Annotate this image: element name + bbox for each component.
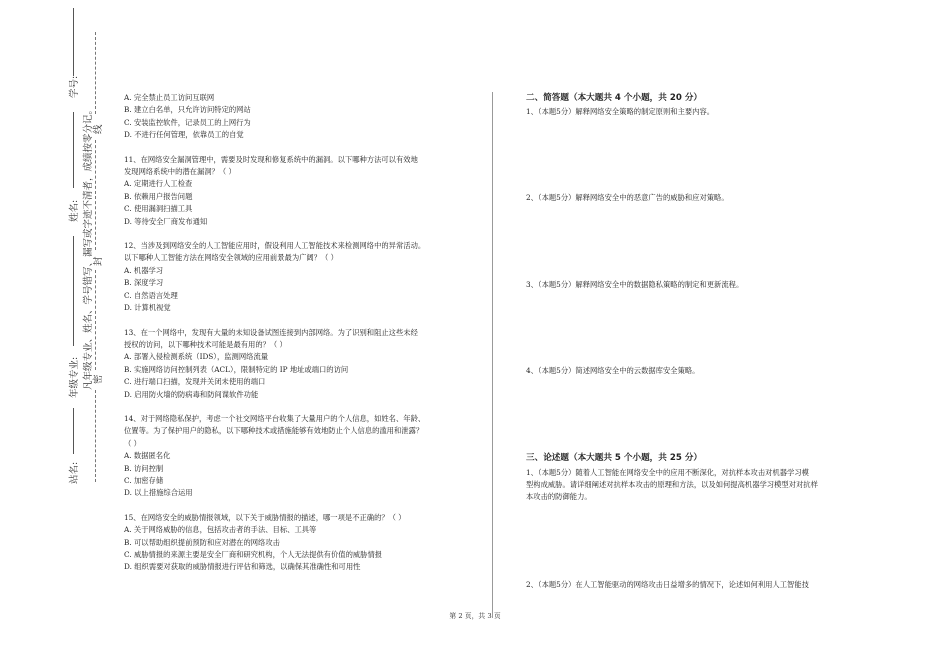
option-line: B. 访问控制 — [124, 463, 164, 473]
option-line: C. 加密存储 — [124, 475, 164, 485]
section-3-title: 三、论述题（本大题共 5 个小题，共 25 分） — [526, 453, 703, 463]
question-stem-line: 发现网络系统中的潜在漏洞？（ ） — [124, 167, 236, 177]
question-stem-line: 13、在一个网络中，发现有大量的未知设备试图连接到内部网络。为了识别和阻止这些未经 — [124, 327, 418, 337]
option-line: A. 定期进行人工检查 — [124, 179, 193, 189]
option-line: B. 深度学习 — [124, 278, 164, 288]
question-14 — [124, 413, 484, 500]
option-line: D. 启用防火墙的防病毒和防间谍软件功能 — [124, 389, 259, 399]
option-line: C. 自然语言处理 — [124, 290, 178, 300]
question-13 — [124, 327, 484, 401]
seal-line-middle — [95, 140, 96, 250]
school-underline — [73, 408, 74, 454]
option-line: D. 组织需要对获取的威胁情报进行评估和筛选，以确保其准确性和可用性 — [124, 562, 361, 572]
grade-major-label: 年级专业: — [69, 356, 80, 398]
question-stem-line: 以下哪种人工智能方法在网络安全领域的应用前景最为广阔？（ ） — [124, 253, 338, 263]
name-underline — [73, 112, 74, 188]
option-line: C. 使用漏洞扫描工具 — [124, 204, 193, 214]
question-11 — [124, 154, 484, 228]
question-stem-line: 位置等。为了保护用户的隐私，以下哪种技术或措施能够有效地防止个人信息的滥用和泄露？ — [124, 426, 424, 436]
option-line: D. 以上措施综合运用 — [124, 488, 193, 498]
student-id-underline — [73, 8, 74, 76]
essay-1-line: 型构成威胁。请详细阐述对抗样本攻击的原理和方法，以及如何提高机器学习模型对对抗样 — [526, 480, 818, 489]
question-stem-line: 11、在网络安全漏洞管理中，需要及时发现和修复系统中的漏洞。以下哪种方法可以有效地 — [124, 154, 418, 164]
option-line: A. 部署入侵检测系统（IDS），监测网络流量 — [124, 352, 269, 362]
option-line: D. 不进行任何管理，依靠员工的自觉 — [124, 130, 244, 140]
student-id-label: 学号: — [69, 75, 80, 98]
short-answer-1: 1、（本题5分）解释网络安全策略的制定原则和主要内容。 — [526, 107, 715, 116]
short-answer-3: 3、（本题5分）解释网络安全中的数据隐私策略的制定和更新流程。 — [526, 280, 744, 289]
short-answer-2: 2、（本题5分）解释网络安全中的恶意广告的威胁和应对策略。 — [526, 193, 729, 202]
option-line: A. 数据匿名化 — [124, 451, 171, 461]
right-column — [526, 92, 886, 612]
option-line: A. 完全禁止员工访问互联网 — [124, 93, 215, 102]
option-line: B. 可以帮助组织提前预防和应对潜在的网络攻击 — [124, 537, 280, 547]
question-stem-line: 授权的访问，以下哪种技术可能是最有用的？（ ） — [124, 339, 287, 349]
option-line: D. 计算机视觉 — [124, 303, 171, 313]
option-line: C. 安装监控软件，记录员工的上网行为 — [124, 117, 251, 127]
grade-major-underline — [73, 236, 74, 346]
question-15 — [124, 512, 484, 574]
option-line: A. 机器学习 — [124, 265, 164, 275]
seal-mi: 密 — [93, 374, 104, 384]
option-line: A. 关于网络威胁的信息，包括攻击者的手法、目标、工具等 — [124, 525, 317, 535]
question-stem-line: （ ） — [124, 438, 141, 448]
name-label: 姓名: — [69, 199, 80, 222]
question-stem-line: 15、在网络安全的威胁情报领域，以下关于威胁情报的描述，哪一项是不正确的？（ ） — [124, 512, 406, 522]
option-line: B. 建立白名单，只允许访问特定的网站 — [124, 105, 251, 115]
essay-1-line: 1、（本题5分）随着人工智能在网络安全中的应用不断深化，对抗样本攻击对机器学习模 — [526, 468, 809, 477]
seal-line-bottom — [95, 390, 96, 482]
seal-line-top — [95, 32, 96, 114]
left-column — [124, 92, 484, 586]
essay-2-line: 2、（本题5分）在人工智能驱动的网络攻击日益增多的情况下，论述如何利用人工智能技 — [526, 580, 809, 589]
seal-line-lower — [95, 270, 96, 370]
seal-feng: 封 — [93, 256, 104, 266]
option-line: C. 威胁情报的来源主要是安全厂商和研究机构，个人无法提供有价值的威胁情报 — [124, 550, 383, 559]
notice-text: 凡年级专业、姓名、学号错写、漏写或字迹不清者，成绩按零分记。 — [83, 104, 94, 390]
short-answer-4: 4、（本题5分）简述网络安全中的云数据库安全策略。 — [526, 366, 700, 375]
column-divider — [492, 92, 493, 618]
question-stem-line: 12、当涉及到网络安全的人工智能应用时，假设利用人工智能技术来检测网络中的异常活动。 — [124, 241, 426, 251]
essay-1-line: 本攻击的防御能力。 — [526, 492, 592, 501]
question-10-options — [124, 92, 484, 142]
option-line: B. 依赖用户报告问题 — [124, 191, 193, 201]
question-stem-line: 14、对于网络隐私保护，考虑一个社交网络平台收集了大量用户的个人信息，如姓名、年龄、 — [124, 413, 426, 423]
option-line: D. 等待安全厂商发布通知 — [124, 216, 208, 226]
seal-xian: 线 — [93, 124, 104, 134]
option-line: C. 进行端口扫描，发现并关闭未使用的端口 — [124, 377, 266, 387]
page-footer: 第 2 页，共 3 页 — [449, 612, 501, 620]
section-2-title: 二、简答题（本大题共 4 个小题，共 20 分） — [526, 93, 703, 103]
question-12 — [124, 240, 484, 314]
option-line: B. 实施网络访问控制列表（ACL），限制特定的 IP 地址或端口的访问 — [124, 364, 349, 374]
school-label: 站名: — [69, 461, 80, 484]
